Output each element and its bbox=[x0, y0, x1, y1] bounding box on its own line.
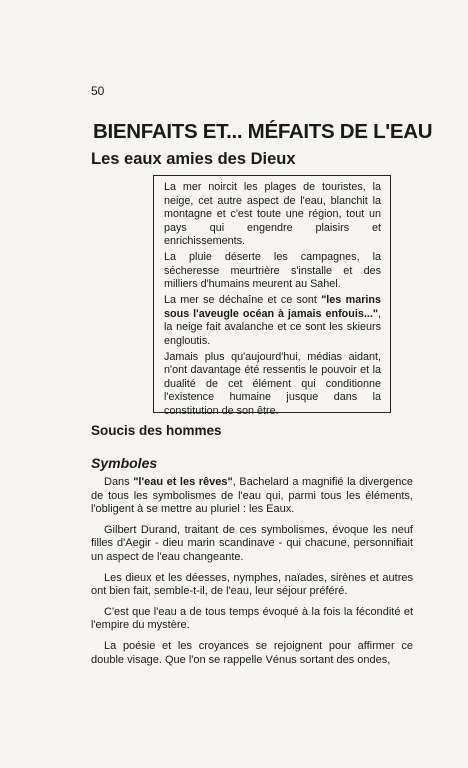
body-paragraph-3: Les dieux et les déesses, nymphes, naïades, sirènes et autres ont bien fait, semble-t-il, de l'eau, leur séjour préféré. bbox=[91, 571, 413, 598]
body-paragraph-5: La poésie et les croyances se rejoignent pour affirmer ce double visage. Que l'on se rappelle Vénus sortant des ondes, bbox=[91, 639, 413, 666]
body-paragraph-4: C'est que l'eau a de tous temps évoqué à la fois la fécondité et l'empire du mystère. bbox=[91, 605, 413, 632]
subsubsection-title: Symboles bbox=[91, 455, 158, 471]
chapter-title: BIENFAITS ET... MÉFAITS DE L'EAU bbox=[93, 120, 433, 143]
book-title-bold: "l'eau et les rêves" bbox=[133, 476, 233, 488]
body-paragraph-2: Gilbert Durand, traitant de ces symbolismes, évoque les neuf filles d'Aegir - dieu marin scandinave - qui chacune, personnifiait un aspect de l'eau changeante. bbox=[91, 523, 413, 563]
box-paragraph-3-start: La mer se déchaîne et ce sont bbox=[164, 294, 322, 306]
box-paragraph-4: Jamais plus qu'aujourd'hui, médias aidant, n'ont davantage été ressentis le pouvoir et la dualité de cet élément qui conditionne l'existence humaine jusque dans la constitution de son être. bbox=[164, 350, 381, 417]
box-paragraph-3-end: , la neige fait avalanche et ce sont les skieurs engloutis. bbox=[164, 307, 381, 347]
box-quote-bold: "les marins sous l'aveugle océan à jamais enfouis..." bbox=[164, 294, 381, 320]
body-text bbox=[91, 476, 413, 674]
quote-box bbox=[153, 175, 391, 417]
box-paragraph-3 bbox=[164, 294, 381, 348]
section-title: Les eaux amies des Dieux bbox=[91, 150, 296, 168]
body-paragraph-1 bbox=[91, 476, 413, 517]
body-paragraph-1-start: Dans bbox=[104, 476, 134, 488]
subsection-title: Soucis des hommes bbox=[91, 423, 222, 438]
box-paragraph-1: La mer noircit les plages de touristes, la neige, cet autre aspect de l'eau, blanchit la montagne et c'est toute une région, tout un pays qui engendre plaisirs et enrichissements. bbox=[164, 181, 381, 247]
body-paragraph-1-end: , Bachelard a magnifié la divergence de tous les symbolismes de l'eau qui, parmi tous les éléments, l'obligent à se mettre au pluriel : les Eaux. bbox=[91, 476, 413, 516]
page-number: 50 bbox=[91, 84, 105, 98]
box-paragraph-2: La pluie déserte les campagnes, la sécheresse meurtrière s'installe et des milliers d'humains meurent au Sahel. bbox=[164, 251, 381, 290]
